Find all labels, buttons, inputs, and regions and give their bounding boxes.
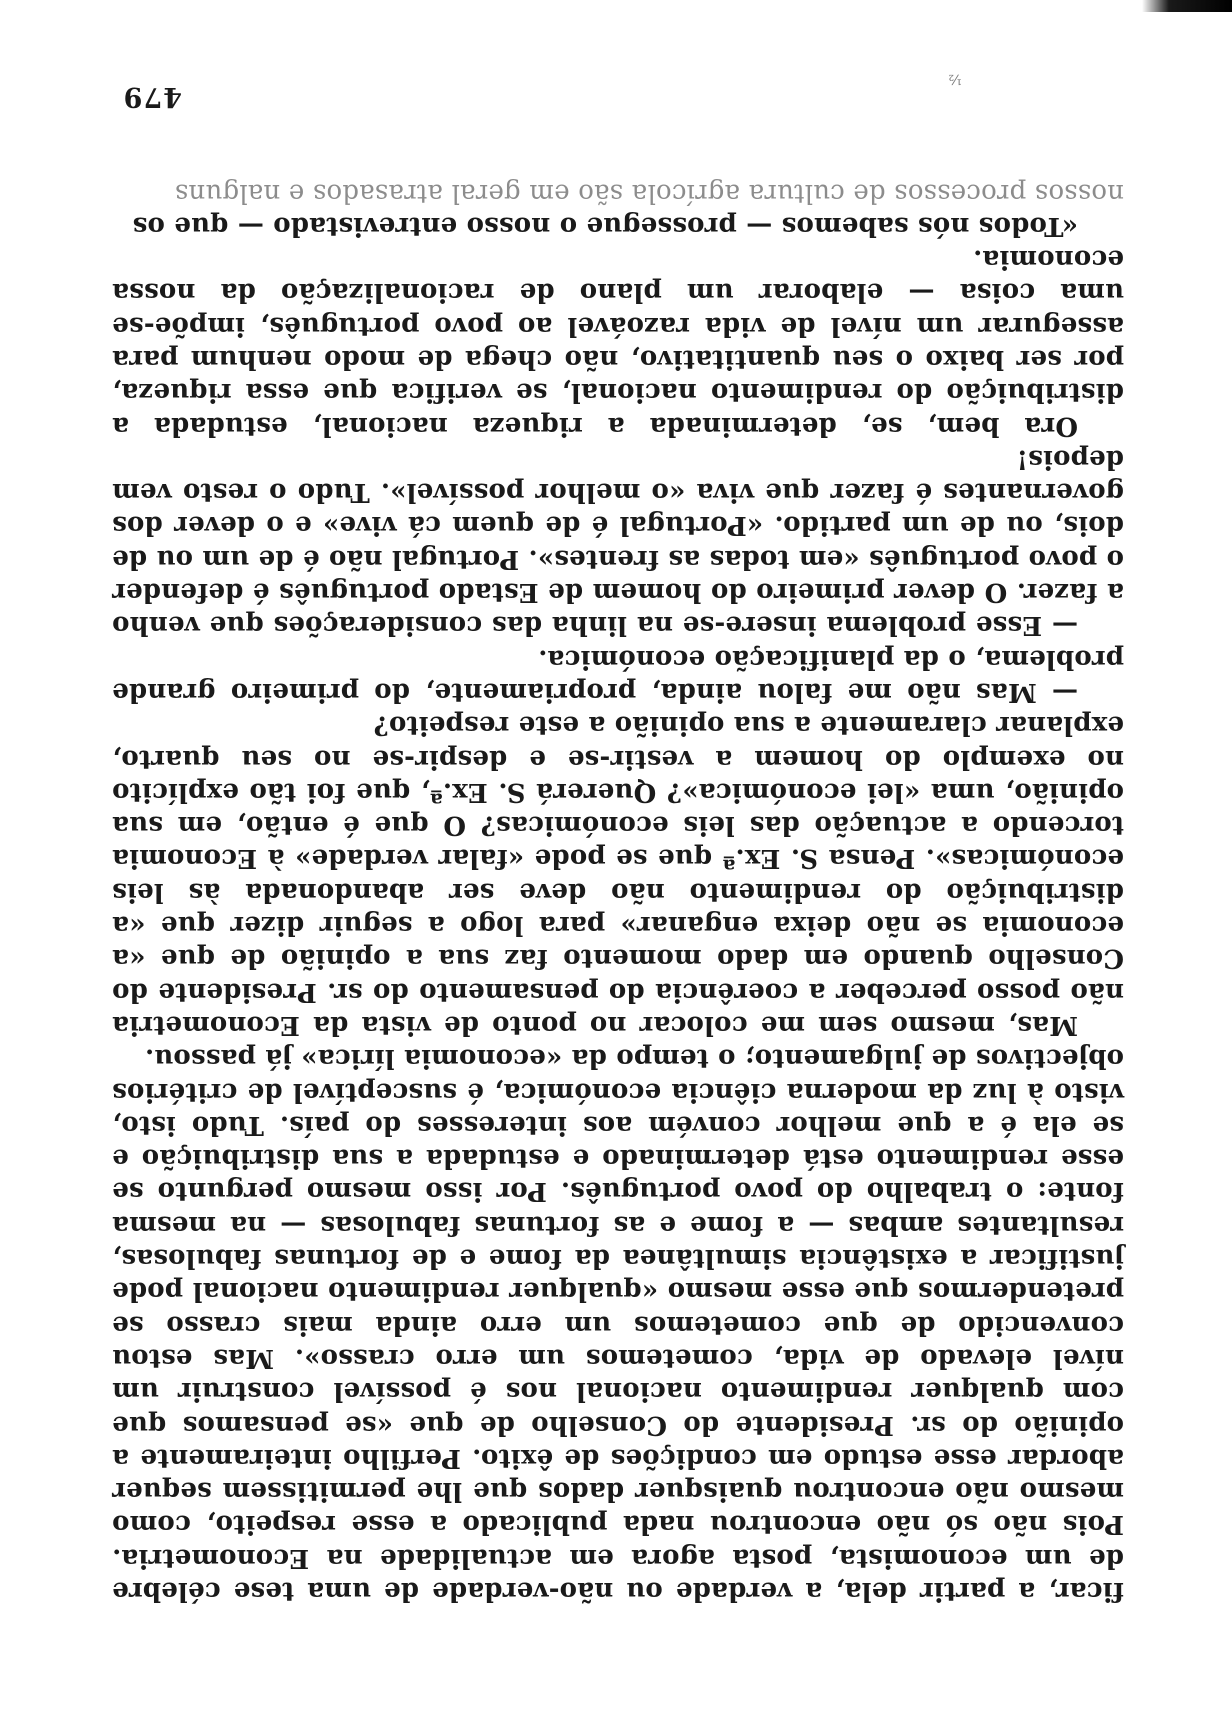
paragraph: Ora bem, se, determinada a riqueza nacional, estudada a distribuição do rendimento nacional, se verifica que essa riqueza, por ser baixo o seu quantitativo, não chega de modo nenhum para assegurar um nível de vida razoável ao povo português, impõe-se uma coisa — elaborar um plano de racionalização da nossa economia. bbox=[112, 244, 1124, 441]
ink-speck: ½ bbox=[948, 71, 962, 87]
body-text bbox=[112, 175, 1124, 1607]
page-number: 479 bbox=[122, 81, 182, 112]
paragraph: ficar, a partir dela, a verdade ou não-verdade de uma tese célebre de um economista, posta agora em actualidade na Econometria. Pois não só não encontrou nada publicado a esse respeito, como mesmo não encontrou quaisquer dados que lhe permitissem sequer abordar esse estudo em condições de êxito. Perfilho inteiramente a opinião do sr. Presidente do Conselho de que «se pensamos que com qualquer rendimento nacional nos é possível construir um nível elevado de vida, cometemos um erro crasso». Mas estou convencido de que cometemos um erro ainda mais crasso se pretendermos que esse mesmo «qualquer rendimento nacional pode justificar a existência simultânea da fome e de fortunas fabulosas, resultantes ambas — a fome e as fortunas fabulosas — na mesma fonte: o trabalho do povo português. Por isso mesmo pergunto se esse rendimento está determinado e estudada a sua distribuição e se ela é a que melhor convém aos interesses do país. Tudo isto, visto à luz da moderna ciência económica, é susceptível de critérios objectivos de julgamento; o tempo da «economia lírica» já passou. bbox=[112, 1043, 1124, 1606]
scan-border-artifact bbox=[1142, 0, 1232, 12]
paragraph: — Mas não me falou ainda, propriamente, do primeiro grande problema, o da planificação económica. bbox=[112, 643, 1124, 707]
paragraph: «Todos nós sabemos — prossegue o nosso entrevistado — que os bbox=[132, 210, 1078, 241]
paragraph: Mas, mesmo sem me colocar no ponto de vista da Econometria não posso perceber a coerência do pensamento do sr. Presidente do Conselho quando em dado momento faz sua a opinião de que «a economia se não deixa enganar» para logo a seguir dizer que «a distribuição do rendimento não deve ser abandonada às leis económicas». Pensa S. Ex.ª que se pode «falar verdade» à Economia torcendo a actuação das leis económicas? O que é então, em sua opinião, uma «lei económica»? Quererá S. Ex.ª, que foi tão explícito no exemplo do homem a vestir-se e despir-se no seu quarto, explanar claramente a sua opinião a este respeito? bbox=[112, 710, 1124, 1040]
paragraph-cut-off: nossos processos de cultura agrícola são em geral atrasados e nalguns bbox=[174, 177, 1124, 208]
paragraph: — Esse problema insere-se na linha das considerações que venho a fazer. O dever primeiro do homem de Estado português é defender o povo português «em todas as frentes». Portugal não é de um ou de dois, ou de um partido. «Portugal é de quem cá vive» e o dever dos governantes é fazer que viva «o melhor possível». Tudo o resto vem depois! bbox=[112, 443, 1124, 641]
